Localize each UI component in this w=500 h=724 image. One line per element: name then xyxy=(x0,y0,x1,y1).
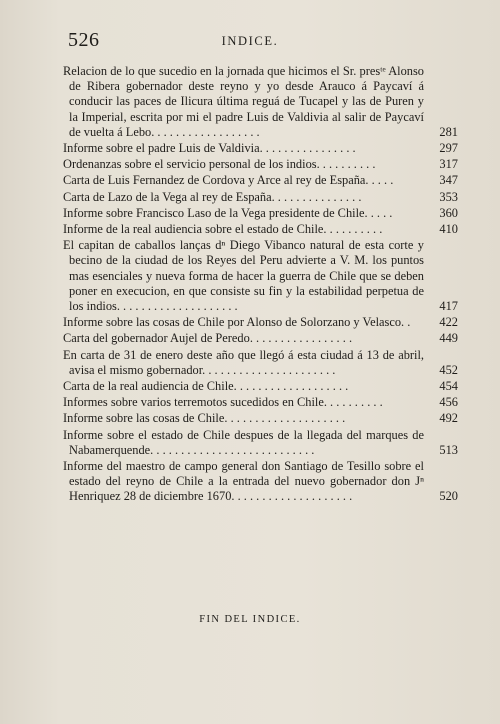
toc-entry-title: Relacion de lo que sucedio en la jornada que hicimos el Sr. presᵗᵉ Alonso de Ribera gobernador deste reyno y yo desde Arauco á Paycaví á conducir las paces de Ilicura última reguá de Tucapel y las de Puren y la Imperial, escrita por mi el padre Luis de Valdivia al salir de Paycaví de vuelta á Lebo. . . . . . . . . . . . . . . . . . xyxy=(63,64,424,139)
table-of-contents xyxy=(63,64,458,506)
toc-entry xyxy=(63,315,458,330)
toc-entry-page: 454 xyxy=(439,379,458,394)
toc-entry-page: 449 xyxy=(439,331,458,346)
toc-entry-page: 520 xyxy=(439,489,458,504)
toc-entry-page: 452 xyxy=(439,362,458,377)
toc-entry xyxy=(63,64,458,140)
toc-entry-title: Informe sobre el padre Luis de Valdivia. . . . . . . . . . . . . . . . xyxy=(63,141,356,156)
toc-entry-title: Carta de Luis Fernandez de Cordova y Arce al rey de España. . . . . xyxy=(63,173,394,188)
toc-entry-title: Informes sobre varios terremotos sucedidos en Chile. . . . . . . . . . xyxy=(63,395,383,410)
toc-entry xyxy=(63,222,458,237)
toc-entry-title: Carta de Lazo de la Vega al rey de España. . . . . . . . . . . . . . . xyxy=(63,189,362,204)
toc-entry-title: El capitan de caballos lanças dⁿ Diego Vibanco natural de esta corte y becino de la ciudad de los Reyes del Peru advierte a V. M. los puntos mas esenciales y nueva forma de hacer la guerra de Chile que se deben poner en execucion, en que consiste su fin y la estabilidad perpetua de los indios. . . . . . . . . . . . . . . . . . . . xyxy=(63,238,424,314)
toc-entry-title: Informe de la real audiencia sobre el estado de Chile. . . . . . . . . . xyxy=(63,222,383,237)
toc-entry-page: 410 xyxy=(439,222,458,237)
toc-entry-page: 360 xyxy=(439,205,458,220)
toc-entry-page: 492 xyxy=(439,411,458,426)
toc-entry-page: 513 xyxy=(439,442,458,457)
toc-entry xyxy=(63,157,458,172)
toc-entry xyxy=(63,428,458,458)
toc-entry-page: 456 xyxy=(439,395,458,410)
toc-entry xyxy=(63,395,458,410)
page-number: 526 xyxy=(68,29,100,51)
toc-entry-title: Carta del gobernador Aujel de Peredo. . . . . . . . . . . . . . . . . xyxy=(63,331,353,346)
toc-entry-title: Informe del maestro de campo general don Santiago de Tesillo sobre el estado del reyno de Chile a la entrada del nuevo gobernador don Jⁿ Henriquez 28 de diciembre 1670. . . . . . . . . . . . . . . . . . . . xyxy=(63,459,424,504)
toc-entry xyxy=(63,190,458,205)
toc-entry-title: Informe sobre el estado de Chile despues de la llegada del marques de Nabamerquende. . . . . . . . . . . . . . . . . . . . . . . . . . . xyxy=(63,427,424,457)
toc-entry-page: 353 xyxy=(439,189,458,204)
toc-entry-page: 417 xyxy=(439,299,458,314)
toc-entry-page: 347 xyxy=(439,173,458,188)
toc-entry xyxy=(63,206,458,221)
toc-entry-title: Informe sobre Francisco Laso de la Vega presidente de Chile. . . . . xyxy=(63,205,393,220)
toc-entry-page: 297 xyxy=(439,141,458,156)
end-of-index-note: FIN DEL INDICE. xyxy=(199,614,301,625)
toc-entry-title: Informe sobre las cosas de Chile por Alonso de Solorzano y Velasco. . xyxy=(63,315,411,330)
toc-entry-page: 317 xyxy=(439,157,458,172)
toc-entry-title: Informe sobre las cosas de Chile. . . . . . . . . . . . . . . . . . . . xyxy=(63,411,346,426)
toc-entry-page: 422 xyxy=(439,315,458,330)
toc-entry xyxy=(63,348,458,378)
toc-entry xyxy=(63,459,458,505)
toc-entry-title: Carta de la real audiencia de Chile. . . . . . . . . . . . . . . . . . . xyxy=(63,379,349,394)
toc-entry-page: 281 xyxy=(439,124,458,139)
toc-entry-title: Ordenanzas sobre el servicio personal de los indios. . . . . . . . . . xyxy=(63,157,376,172)
toc-entry xyxy=(63,331,458,346)
toc-entry xyxy=(63,173,458,188)
toc-entry-title: En carta de 31 de enero deste año que llegó á esta ciudad á 13 de abril, avisa el mismo gobernador. . . . . . . . . . . . . . . . . . . . . . xyxy=(63,347,424,377)
running-head: INDICE. xyxy=(221,34,279,48)
toc-entry xyxy=(63,411,458,426)
toc-entry xyxy=(63,141,458,156)
toc-entry xyxy=(63,238,458,314)
toc-entry xyxy=(63,379,458,394)
